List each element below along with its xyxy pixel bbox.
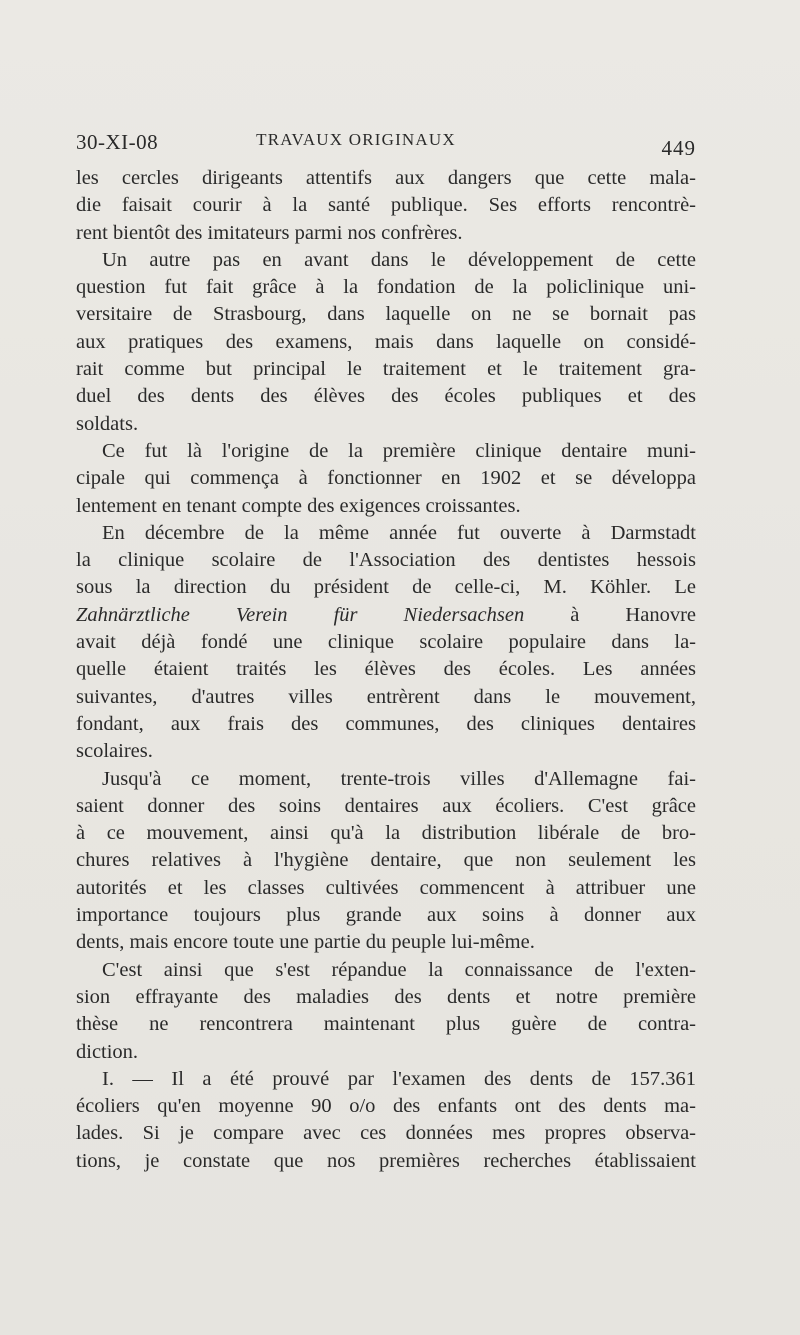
text-line: saient donner des soins dentaires aux écoliers. C'est grâce — [76, 794, 696, 817]
text-line: C'est ainsi que s'est répandue la connaissance de l'exten- — [102, 958, 696, 981]
text-line: rent bientôt des imitateurs parmi nos confrères. — [76, 221, 463, 244]
text-line: Un autre pas en avant dans le développement de cette — [102, 248, 696, 271]
text-line: la clinique scolaire de l'Association des dentistes hessois — [76, 549, 696, 572]
text-line: thèse ne rencontrera maintenant plus guère de contra- — [76, 1013, 696, 1036]
text-line: quelle étaient traités les élèves des écoles. Les années — [76, 658, 696, 681]
text-line: soldats. — [76, 412, 139, 435]
text-line: diction. — [76, 1040, 139, 1063]
text-line: tions, je constate que nos premières recherches établissaient — [76, 1149, 696, 1172]
text-line: duel des dents des élèves des écoles publiques et des — [76, 385, 696, 408]
text-line: En décembre de la même année fut ouverte à Darmstadt — [102, 521, 696, 544]
text-line: avait déjà fondé une clinique scolaire populaire dans la- — [76, 631, 696, 654]
body-text — [76, 165, 696, 1175]
text-line-with-italic — [76, 602, 696, 629]
text-line: cipale qui commença à fonctionner en 1902 et se développa — [76, 467, 696, 490]
text-line: les cercles dirigeants attentifs aux dangers que cette mala- — [76, 167, 696, 189]
text-line: à ce mouvement, ainsi qu'à la distribution libérale de bro- — [76, 822, 696, 845]
text-line: Ce fut là l'origine de la première clinique dentaire muni- — [102, 439, 696, 462]
text-line: scolaires. — [76, 740, 153, 763]
text-line: lentement en tenant compte des exigences croissantes. — [76, 494, 521, 517]
text-line: Jusqu'à ce moment, trente-trois villes d'Allemagne fai- — [102, 767, 696, 790]
text-line: aux pratiques des examens, mais dans laquelle on considé- — [76, 330, 696, 353]
text-line: sion effrayante des maladies des dents et notre première — [76, 985, 696, 1008]
text-line: die faisait courir à la santé publique. Ses efforts rencontrè- — [76, 194, 696, 217]
text-fragment: à Hanovre — [570, 603, 697, 626]
text-line: versitaire de Strasbourg, dans laquelle on ne se bornait pas — [76, 303, 696, 326]
text-line: sous la direction du président de celle-ci, M. Köhler. Le — [76, 576, 696, 599]
text-line: suivantes, d'autres villes entrèrent dans le mouvement, — [76, 685, 696, 708]
text-line: lades. Si je compare avec ces données mes propres observa- — [76, 1122, 696, 1145]
header-section-title: TRAVAUX ORIGINAUX — [256, 130, 456, 149]
page-number: 449 — [661, 136, 696, 160]
text-line: rait comme but principal le traitement et le traitement gra- — [76, 358, 696, 381]
text-line: question fut fait grâce à la fondation de la policlinique uni- — [76, 276, 696, 299]
header-date: 30-XI-08 — [76, 130, 159, 154]
text-line: dents, mais encore toute une partie du peuple lui-même. — [76, 931, 535, 954]
text-line: fondant, aux frais des communes, des cliniques dentaires — [76, 712, 696, 735]
text-line: I. — Il a été prouvé par l'examen des dents de 157.361 — [102, 1067, 696, 1090]
running-head — [76, 128, 696, 160]
text-line: importance toujours plus grande aux soins à donner aux — [76, 904, 696, 927]
text-line: chures relatives à l'hygiène dentaire, que non seulement les — [76, 849, 696, 872]
italic-society-name: Zahnärztliche Verein für Niedersachsen — [76, 603, 525, 626]
text-line: écoliers qu'en moyenne 90 o/o des enfants ont des dents ma- — [76, 1095, 696, 1118]
text-line: autorités et les classes cultivées commencent à attribuer une — [76, 876, 696, 899]
